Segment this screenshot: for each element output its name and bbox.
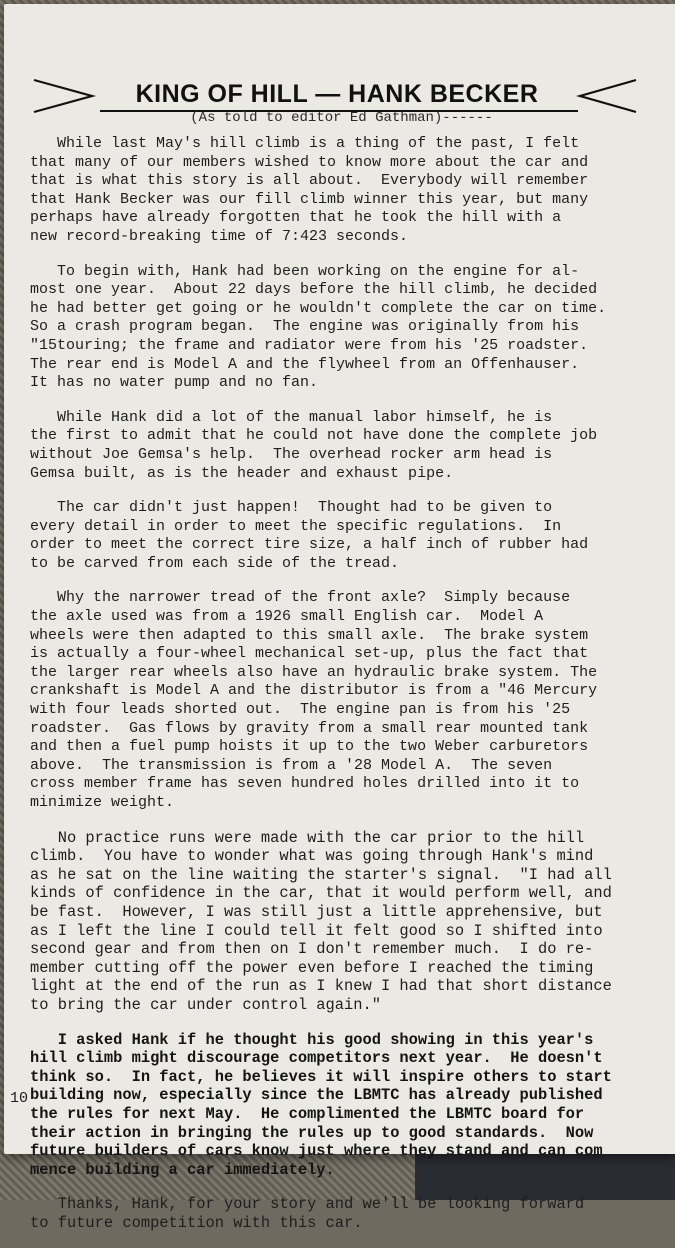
page-title: KING OF HILL — HANK BECKER (135, 80, 539, 108)
text-line: think so. In fact, he believes it will inspire others to start (30, 1067, 612, 1086)
byline: (As told to editor Ed Gathman)------ (190, 110, 493, 126)
text-line: to be carved from each side of the tread. (30, 554, 400, 572)
text-line: above. The transmission is from a '28 Model A. The seven (30, 756, 553, 774)
text-line: the axle used was from a 1926 small English car. Model A (30, 608, 544, 626)
text-line: roadster. Gas flows by gravity from a small rear mounted tank (30, 719, 589, 737)
paragraph-6 (30, 829, 675, 1015)
paragraph-3 (30, 409, 675, 483)
text-line: most one year. About 22 days before the hill climb, he decided (30, 281, 598, 299)
text-line: order to meet the correct tire size, a half inch of rubber had (30, 536, 589, 554)
text-line: The rear end is Model A and the flywheel from an Offenhauser. (30, 355, 580, 373)
paragraph-2 (30, 263, 675, 393)
text-line: their action in bringing the rules up to good standards. Now (30, 1123, 594, 1142)
text-line: is actually a four-wheel mechanical set-up, plus the fact that (30, 645, 589, 663)
text-line: second gear and from then on I don't remember much. I do re- (30, 940, 594, 959)
text-line: member cutting off the power even before I reached the timing (30, 958, 594, 977)
text-line: "15touring; the frame and radiator were from his '25 roadster. (30, 336, 589, 354)
text-line: kinds of confidence in the car, that it would perform well, and (30, 884, 612, 903)
text-line: Why the narrower tread of the front axle? Simply because (30, 589, 571, 607)
article-body (30, 135, 675, 1248)
paragraph-5 (30, 589, 675, 812)
text-line: be fast. However, I was still just a little apprehensive, but (30, 902, 603, 921)
text-line: to future competition with this car. (30, 1213, 363, 1232)
text-line: with four leads shorted out. The engine pan is from his '25 (30, 701, 571, 719)
text-line: the larger rear wheels also have an hydraulic brake system. The (30, 663, 598, 681)
text-line: without Joe Gemsa's help. The overhead rocker arm head is (30, 445, 553, 463)
text-line: mence building a car immediately. (30, 1160, 335, 1179)
text-line: future builders of cars know just where they stand and can com (30, 1142, 603, 1161)
text-line: Gemsa built, as is the header and exhaust pipe. (30, 464, 454, 482)
text-line: cross member frame has seven hundred holes drilled into it to (30, 775, 580, 793)
paragraph-1 (30, 135, 675, 247)
text-line: light at the end of the run as I knew I had that short distance (30, 977, 612, 996)
text-line: So a crash program began. The engine was originally from his (30, 318, 580, 336)
text-line: that Hank Becker was our fill climb winner this year, but many (30, 190, 589, 208)
paragraph-4 (30, 499, 675, 573)
text-line: wheels were then adapted to this small axle. The brake system (30, 626, 589, 644)
text-line: crankshaft is Model A and the distributor is from a "46 Mercury (30, 682, 598, 700)
text-line: that many of our members wished to know more about the car and (30, 153, 589, 171)
text-line: to bring the car under control again." (30, 995, 381, 1014)
text-line: new record-breaking time of 7:423 seconds. (30, 227, 409, 245)
text-line: While last May's hill climb is a thing of the past, I felt (30, 135, 580, 152)
text-line: he had better get going or he wouldn't complete the car on time. (30, 299, 607, 317)
text-line: It has no water pump and no fan. (30, 374, 319, 392)
newsletter-page (4, 4, 675, 1232)
text-line: the first to admit that he could not have done the complete job (30, 427, 598, 445)
paragraph-7 (30, 1031, 675, 1180)
text-line: that is what this story is all about. Everybody will remember (30, 172, 589, 190)
text-line: as I left the line I could tell it felt good so I shifted into (30, 921, 603, 940)
text-line: climb. You have to wonder what was going through Hank's mind (30, 847, 594, 866)
page-number: 10 (10, 1090, 29, 1107)
text-line: To begin with, Hank had been working on the engine for al- (30, 262, 580, 280)
text-line: building now, especially since the LBMTC has already published (30, 1086, 603, 1105)
text-line: the rules for next May. He complimented the LBMTC board for (30, 1104, 585, 1123)
text-line: No practice runs were made with the car prior to the hill (30, 828, 585, 847)
text-line: I asked Hank if he thought his good showing in this year's (30, 1030, 594, 1049)
text-line: The car didn't just happen! Thought had to be given to (30, 499, 553, 517)
text-line: While Hank did a lot of the manual labor himself, he is (30, 408, 553, 426)
text-line: hill climb might discourage competitors next year. He doesn't (30, 1049, 603, 1068)
paragraph-8 (30, 1195, 675, 1232)
text-line: and then a fuel pump hoists it up to the two Weber carburetors (30, 738, 589, 756)
text-line: minimize weight. (30, 794, 175, 811)
text-line: every detail in order to meet the specific regulations. In (30, 517, 562, 535)
text-line: perhaps have already forgotten that he took the hill with a (30, 209, 562, 227)
text-line: Thanks, Hank, for your story and we'll be looking forward (30, 1195, 585, 1214)
text-line: as he sat on the line waiting the starter's signal. "I had all (30, 865, 612, 884)
